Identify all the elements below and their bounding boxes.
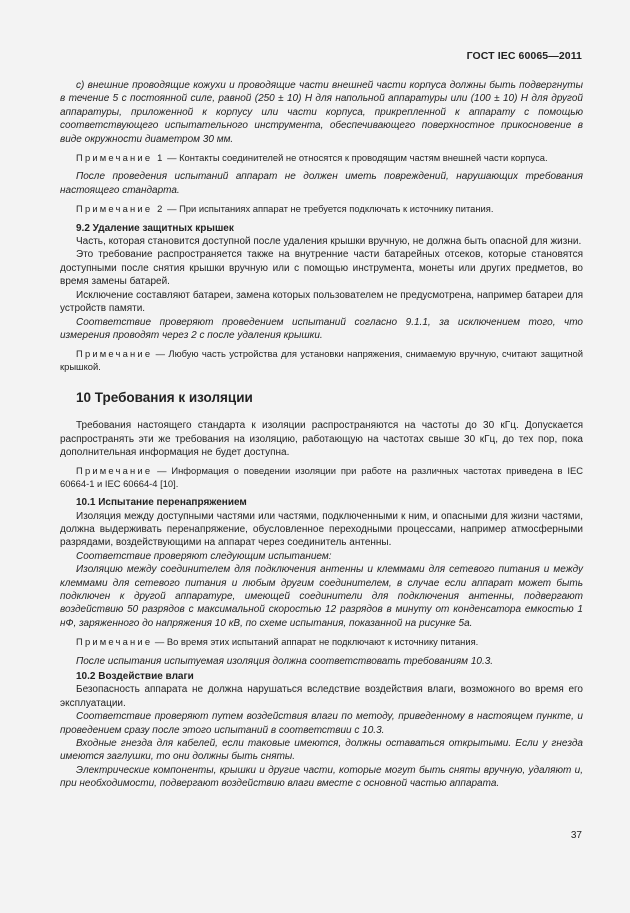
section-9-2-p2: Это требование распространяется также на внутренние части батарейных отсеков, которые становятся доступными после снятия крышки вручную или с помощью инструмента, монеты или других предметов, во время замены батарей. (60, 249, 583, 288)
section-10-1-p1: Изоляция между доступными частями или частями, подключенными к ним, и опасными для жизни частями, должна выдерживать перенапряжение, обусловленное переходными процессами, например атмосферными разрядами, воздействующими на аппарат через соединитель антенны. (60, 510, 583, 549)
section-10-note (60, 465, 583, 490)
section-10-1-note-text: — Во время этих испытаний аппарат не подключают к источнику питания. (152, 636, 479, 648)
section-10-note-head: Примечание (76, 465, 153, 477)
section-10-p1: Требования настоящего стандарта к изоляции распространяются на частоты до 30 кГц. Допускается распространять эти же требования на изоляцию, работающую на частотах свыше 30 кГц, до тех пор, пока дополнительная информация не будет доступна. (60, 420, 583, 458)
section-10-1-p4: После испытания испытуемая изоляция должна соответствовать требованиям 10.3. (76, 655, 494, 667)
section-9-2-title: 9.2 Удаление защитных крышек (76, 222, 234, 234)
paragraph-after-test: После проведения испытаний аппарат не должен иметь повреждений, нарушающих требования настоящего стандарта. (60, 171, 583, 196)
page-body (60, 79, 583, 791)
section-9-2-p4: Соответствие проверяют проведением испытаний согласно 9.1.1, за исключением того, что измерения проводят через 2 с после удаления крышки. (60, 316, 583, 341)
section-10-1-title: 10.1 Испытание перенапряжением (76, 497, 247, 509)
document-header: ГОСТ IEC 60065—2011 (466, 50, 582, 62)
section-9-2-note (60, 348, 583, 373)
note-1-head: Примечание 1 (76, 152, 165, 164)
section-10-2-p2: Соответствие проверяют путем воздействия влаги по методу, приведенному в настоящем пункте, и проведением сразу после этого испытаний в соответствии с 10.3. (60, 711, 583, 736)
page-number: 37 (570, 830, 582, 841)
section-10-1-note-head: Примечание (76, 636, 153, 648)
section-10-2-p4: Электрические компоненты, крышки и другие части, которые могут быть сняты вручную, удаляют и, при необходимости, подвергают воздействию влаги вместе с основной частью аппарата. (60, 764, 583, 790)
note-2-text: — При испытаниях аппарат не требуется подключать к источнику питания. (164, 203, 494, 215)
section-10-note-text: — Информация о поведении изоляции при работе на различных частотах приведена в IEC 60664-1 и IEC 60664-4 [10]. (60, 465, 583, 489)
section-10-1-p2: Соответствие проверяют следующим испытанием: (76, 550, 332, 562)
section-10-2-p1: Безопасность аппарата не должна нарушаться вследствие воздействия влаги, возможного во время его эксплуатации. (60, 684, 583, 709)
section-10-title: 10 Требования к изоляции (76, 390, 253, 406)
section-9-2-note-text: — Любую часть устройства для установки напряжения, снимаемую вручную, считают защитной крышкой. (60, 348, 583, 372)
section-10-1-p3: Изоляцию между соединителем для подключения антенны и клеммами для сетевого питания и между клеммами для сетевого питания и любым другим соединителем, в случае если аппарат может быть подключен к другой аппаратуре, имеющей соединители для подключения антенны, подвергают воздействию 50 разрядов с максимальной скоростью 12 разрядов в минуту от конденсатора емкостью 1 нФ, заряженного до напряжения 10 кВ, по схеме испытания, показанной на рисунке 5а. (60, 564, 583, 629)
note-1-text: — Контакты соединителей не относятся к проводящим частям внешней части корпуса. (164, 152, 548, 164)
section-9-2-p1: Часть, которая становится доступной после удаления крышки вручную, не должна быть опасной для жизни. (76, 236, 582, 248)
note-2-head: Примечание 2 (76, 203, 165, 215)
paragraph-c: с) внешние проводящие кожухи и проводящие части внешней части корпуса должны быть подвергнуты в течение 5 с постоянной силе, равной (250 ± 10) Н для напольной аппаратуры или (100 ± 10) Н для другой аппаратуры, приложенной к корпусу или части корпуса, прикрепленной к аппарату с помощью соответствующего испытательного инструмента, обеспечивающего поверхностное прикосновение в виде окружности диаметром 30 мм. (60, 80, 583, 145)
section-9-2-note-head: Примечание (76, 348, 153, 360)
note-1 (60, 152, 583, 164)
note-2 (60, 203, 583, 215)
section-10-2-p3: Входные гнезда для кабелей, если таковые имеются, должны оставаться открытыми. Если у гнезда имеются заглушки, то они должны быть сняты. (60, 738, 583, 763)
section-9-2-p3: Исключение составляют батареи, замена которых пользователем не предусмотрена, например батареи для устройств памяти. (60, 289, 583, 315)
section-10-2-title: 10.2 Воздействие влаги (76, 671, 194, 683)
section-10-1-note (60, 636, 583, 648)
